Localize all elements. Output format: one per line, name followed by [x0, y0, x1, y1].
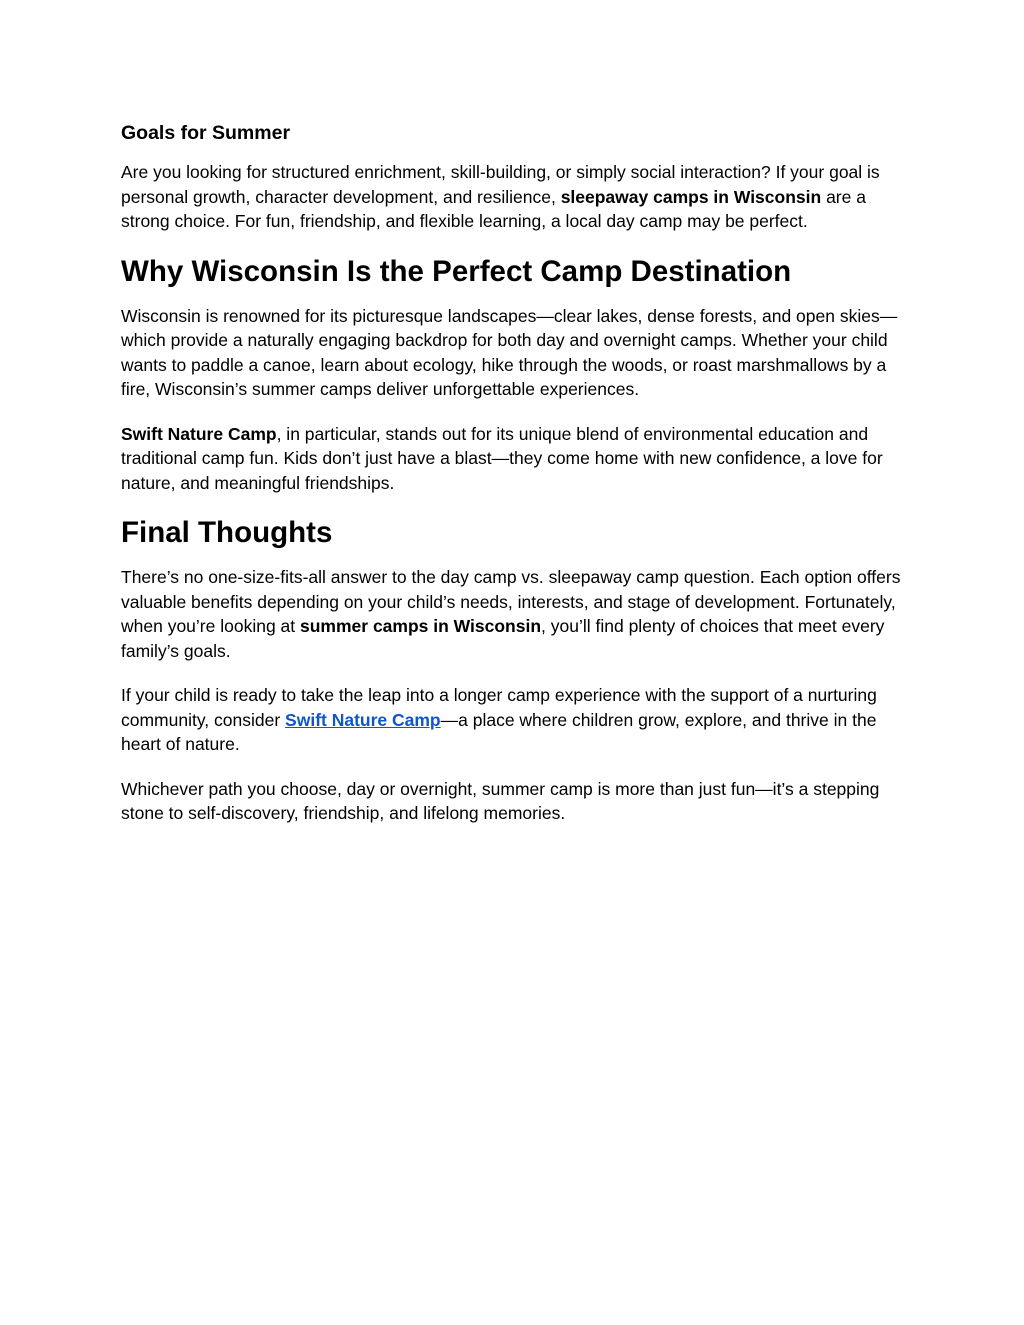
wisconsin-paragraph-1: Wisconsin is renowned for its picturesque landscapes—clear lakes, dense forests, and open skies—which provide a naturally engaging backdrop for both day and overnight camps. Whether your child wants to paddle a canoe, learn about ecology, hike through the woods, or roast marshmallows by a fire, Wisconsin’s summer camps deliver unforgettable experiences. [121, 305, 898, 399]
goals-heading: Goals for Summer [121, 122, 291, 144]
final-paragraph-2 [121, 683, 906, 757]
final-paragraph-1 [121, 565, 906, 663]
document-page [121, 120, 906, 846]
final-p1-start: There’s no one-size-fits-all answer to the day camp vs. sleepaway camp question. Each option offers valuable benefits depending on your child’s needs, interests, and stage of development. Fortunately, when you’re looking at [121, 567, 901, 636]
goals-paragraph [121, 160, 906, 234]
goals-text-start: Are you looking for structured enrichment, skill-building, or simply social interaction? If your goal is personal growth, character development, and resilience, [121, 162, 880, 207]
final-p1-end: , you’ll find plenty of choices that meet every family’s goals. [121, 616, 885, 661]
final-p1-bold: summer camps in Wisconsin [300, 616, 542, 636]
final-thoughts-heading: Final Thoughts [121, 516, 333, 549]
wisconsin-heading: Why Wisconsin Is the Perfect Camp Destination [121, 254, 792, 288]
swift-camp-bold: Swift Nature Camp [121, 423, 277, 444]
final-p2-start: If your child is ready to take the leap into a longer camp experience with the support of a nurturing community, consider [121, 685, 877, 730]
wisconsin-paragraph-2 [121, 422, 906, 496]
final-p2-end: —a place where children grow, explore, and thrive in the heart of nature. [121, 709, 877, 754]
swift-nature-camp-link[interactable]: Swift Nature Camp [285, 709, 441, 730]
wisconsin-p2-text: , in particular, stands out for its unique blend of environmental education and traditional camp fun. Kids don’t just have a blast—they come home with new confidence, a love for nature, and meaningful friendships. [121, 423, 883, 493]
goals-bold-phrase: sleepaway camps in Wisconsin [560, 186, 822, 207]
final-paragraph-3: Whichever path you choose, day or overnight, summer camp is more than just fun—it’s a stepping stone to self-discovery, friendship, and lifelong memories. [121, 778, 880, 823]
goals-text-end: are a strong choice. For fun, friendship, and flexible learning, a local day camp may be perfect. [121, 186, 866, 231]
